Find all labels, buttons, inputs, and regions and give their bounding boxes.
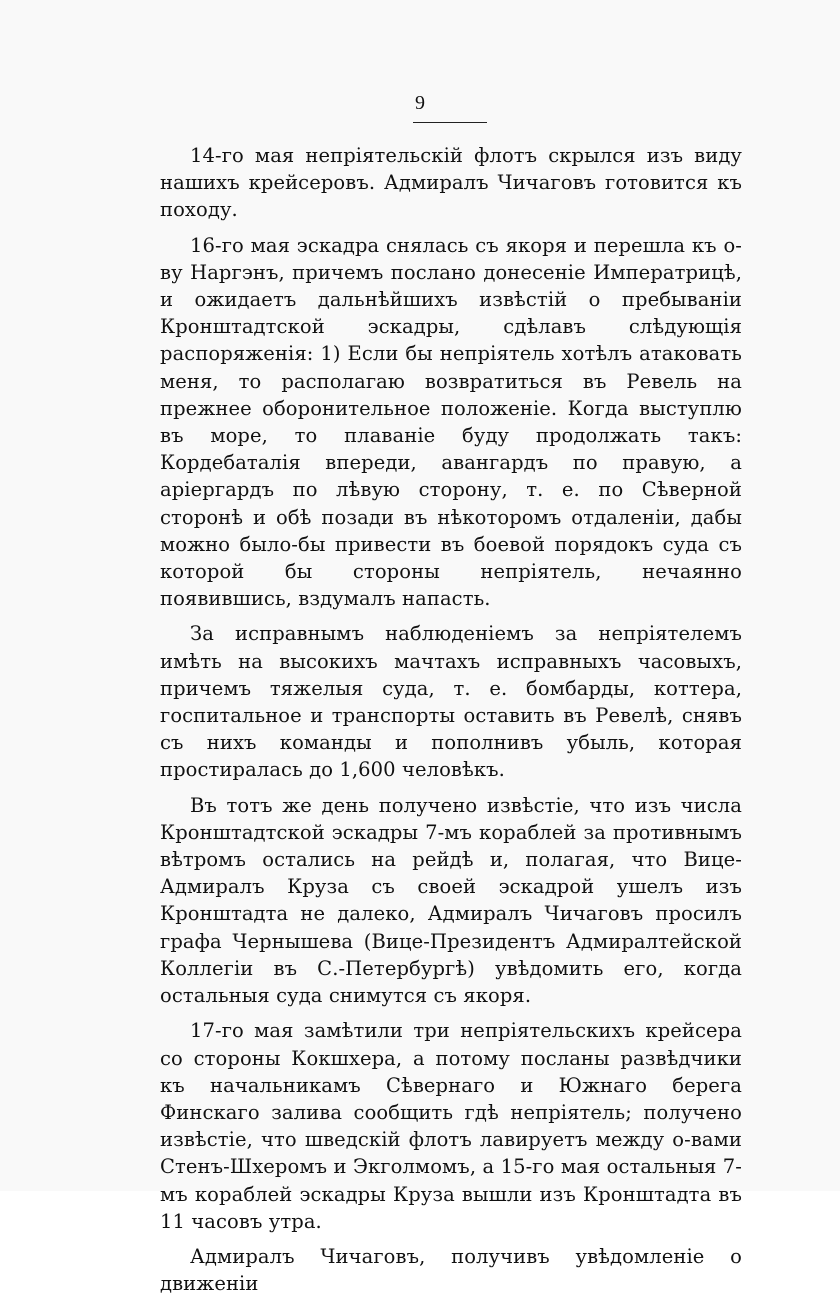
paragraph-1: 14-го мая непріятельскій флотъ скрылся изъ виду нашихъ крейсеровъ. Адмиралъ Чичаговъ готовится къ походу.: [160, 144, 742, 222]
paragraph-2: 16-го мая эскадра снялась съ якоря и перешла къ о-ву Наргэнъ, причемъ послано донесеніе Императрицѣ, и ожидаетъ дальнѣйшихъ извѣстій о пребываніи Кронштадтской эскадры, сдѣлавъ слѣдующія распоряженія: 1) Если бы непріятель хотѣлъ атаковать меня, то располагаю возвратиться въ Ревель на прежнее оборонительное положеніе. Когда выступлю въ море, то плаваніе буду продолжать такъ: Кордебаталія впереди, авангардъ по правую, а аріергардъ по лѣвую сторону, т. е. по Сѣверной сторонѣ и обѣ позади въ нѣкоторомъ отдаленіи, дабы можно было-бы привести въ боевой порядокъ суда съ которой бы стороны непріятель, нечаянно появившись, вздумалъ напасть.: [160, 233, 742, 611]
paragraph-3: За исправнымъ наблюденіемъ за непріятелемъ имѣть на высокихъ мачтахъ исправныхъ часовыхъ, причемъ тяжелыя суда, т. е. бомбарды, коттера, госпитальное и транспорты оставить въ Ревелѣ, снявъ съ нихъ команды и пополнивъ убыль, которая простиралась до 1,600 человѣкъ.: [160, 622, 742, 782]
paragraph-4: Въ тотъ же день получено извѣстіе, что изъ числа Кронштадтской эскадры 7-мъ кораблей за противнымъ вѣтромъ остались на рейдѣ и, полагая, что Вице-Адмиралъ Круза съ своей эскадрой ушелъ изъ Кронштадта не далеко, Адмиралъ Чичаговъ просилъ графа Чернышева (Вице-Президентъ Адмиралтейской Коллегіи въ С.-Петербургѣ) увѣдомить его, когда остальныя суда снимутся съ якоря.: [160, 793, 742, 1008]
paragraph-6: Адмиралъ Чичаговъ, получивъ увѣдомленіе о движеніи: [160, 1244, 742, 1296]
header-rule: [413, 122, 487, 123]
body-text: [160, 142, 742, 1297]
paragraph-5: 17-го мая замѣтили три непріятельскихъ крейсера со стороны Кокшхера, а потому посланы развѣдчики къ начальникамъ Сѣвернаго и Южнаго берега Финскаго залива сообщить гдѣ непріятель; получено извѣстіе, что шведскій флотъ лавируетъ между о-вами Стенъ-Шхеромъ и Экголмомъ, а 15-го мая остальныя 7-мъ кораблей эскадры Круза вышли изъ Кронштадта въ 11 часовъ утра.: [160, 1019, 742, 1233]
page-number: 9: [415, 92, 425, 114]
